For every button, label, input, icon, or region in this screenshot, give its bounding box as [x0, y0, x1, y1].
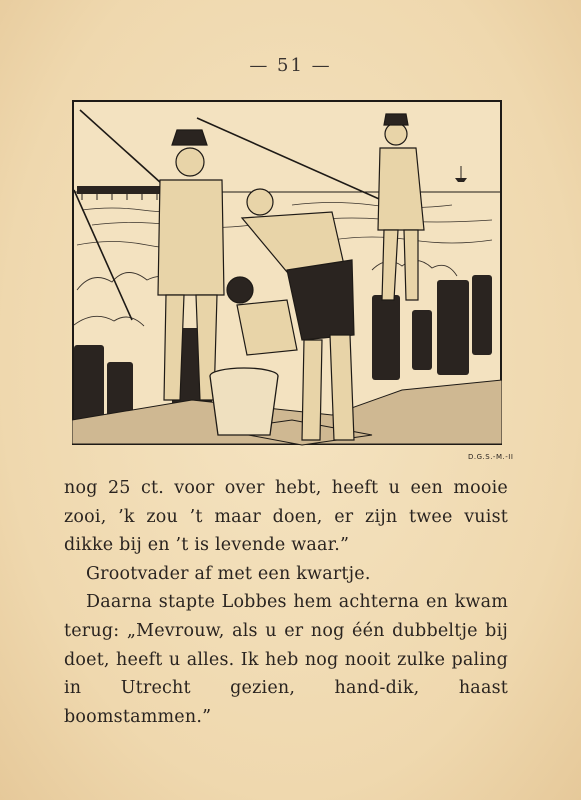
text-line: in Utrecht gezien, hand-dik, haast boomstammen.” [64, 678, 508, 727]
text-line: dikke bij en ’t is levende waar.” [64, 535, 350, 556]
text-line: zooi, ’k zou ’t maar doen, er zijn twee vuist [64, 506, 508, 527]
text-line: terug: „Mevrouw, als u er nog één dubbeltje bij [64, 620, 508, 641]
text-line: nog 25 ct. voor over hebt, heeft u een mooie [64, 478, 508, 498]
text-line: Daarna stapte Lobbes hem achterna en kwam [86, 592, 508, 613]
page-number: — 51 — [249, 55, 332, 76]
text-line: Grootvader af met een kwartje. [86, 563, 371, 584]
fishing-illustration [72, 100, 502, 462]
artist-signature: D.G.S.-M.-II [468, 453, 514, 461]
text-line: doet, heeft u alles. Ik heb nog nooit zulke paling [64, 649, 508, 670]
body-text [64, 474, 508, 731]
